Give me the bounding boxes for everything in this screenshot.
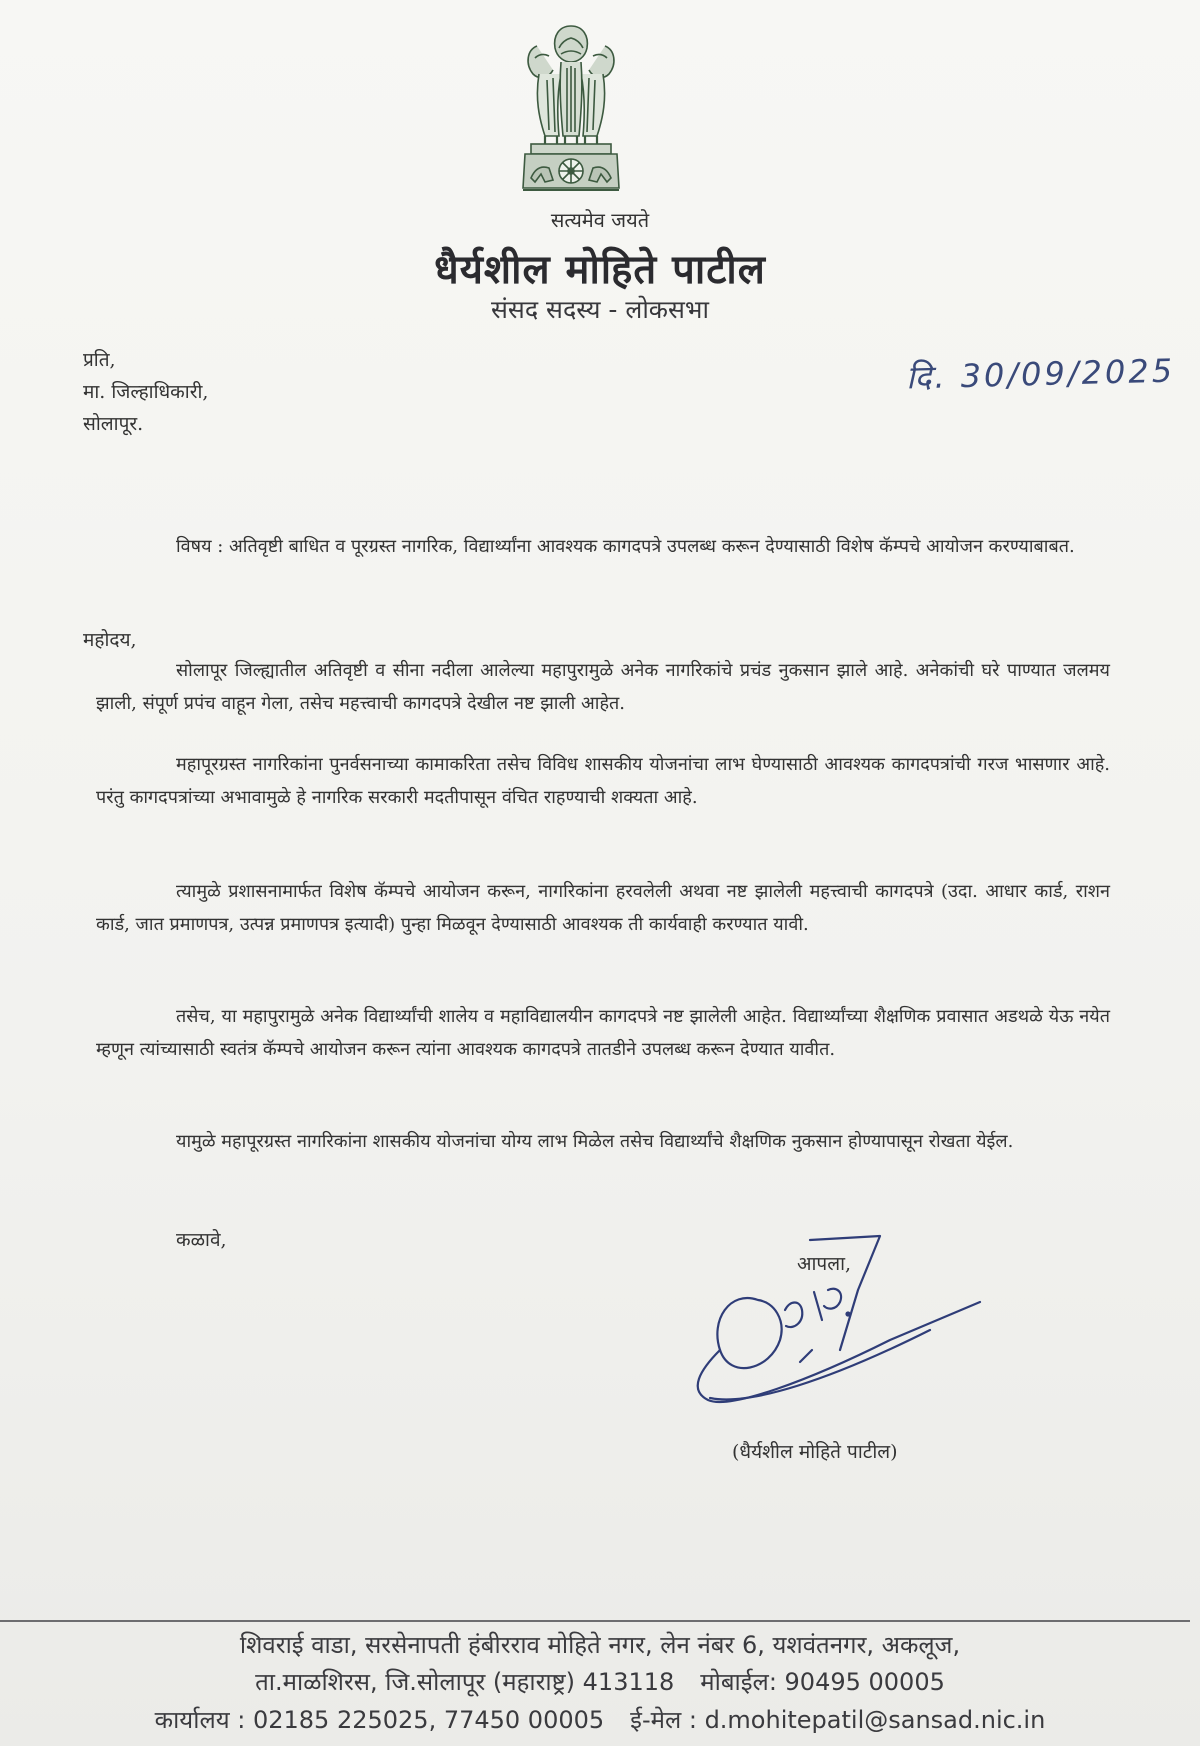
subject-label: विषय : <box>176 536 230 557</box>
recipient-block <box>83 344 208 440</box>
footer-address-line2 <box>0 1665 1200 1698</box>
salutation: महोदय, <box>83 629 137 651</box>
yours-text: आपला, <box>797 1253 852 1275</box>
state-emblem-icon <box>515 18 627 203</box>
motto: सत्यमेव जयते <box>550 208 650 232</box>
letterhead-designation: संसद सदस्य - लोकसभा <box>491 295 709 324</box>
recipient-line: सोलापूर. <box>83 413 144 435</box>
footer-address-text: ता.माळशिरस, जि.सोलापूर (महाराष्ट्र) 413118 <box>255 1668 675 1696</box>
body-paragraph: तसेच, या महापुरामुळे अनेक विद्यार्थ्यांची शालेय व महाविद्यालयीन कागदपत्रे नष्ट झालेली आहेत. विद्यार्थ्यांच्या शैक्षणिक प्रवासात अडथळे येऊ नयेत म्हणून त्यांच्यासाठी स्वतंत्र कॅम्पचे आयोजन करून त्यांना आवश्यक कागदपत्रे तातडीने उपलब्ध करून देण्यात यावीत. <box>96 1006 1111 1060</box>
handwritten-date: दि. 30/09/2025 <box>905 351 1176 397</box>
recipient-line: मा. जिल्हाधिकारी, <box>83 381 209 403</box>
subject-text: अतिवृष्टी बाधित व पूरग्रस्त नागरिक, विद्यार्थ्यांना आवश्यक कागदपत्रे उपलब्ध करून देण्यासाठी विशेष कॅम्पचे आयोजन करण्याबाबत. <box>229 536 1075 557</box>
signer-name: (धैर्यशील मोहिते पाटील) <box>732 1441 898 1463</box>
body-paragraph: त्यामुळे प्रशासनामार्फत विशेष कॅम्पचे आयोजन करून, नागरिकांना हरवलेली अथवा नष्ट झालेली महत्त्वाची कागदपत्रे (उदा. आधार कार्ड, राशन कार्ड, जात प्रमाणपत्र, उत्पन्न प्रमाणपत्र इत्यादी) पुन्हा मिळवून देण्यासाठी आवश्यक ती कार्यवाही करण्यात यावी. <box>96 881 1110 935</box>
signature-icon <box>690 1230 1010 1430</box>
letterhead-name: धैर्यशील मोहिते पाटील <box>434 247 766 293</box>
closing-text: कळावे, <box>176 1229 227 1251</box>
body-paragraph: सोलापूर जिल्ह्यातील अतिवृष्टी व सीना नदीला आलेल्या महापुरामुळे अनेक नागरिकांचे प्रचंड नुकसान झाले आहे. अनेकांची घरे पाण्यात जलमय झाली, संपूर्ण प्रपंच वाहून गेला, तसेच महत्त्वाची कागदपत्रे देखील नष्ट झाली आहेत. <box>96 660 1110 714</box>
footer-email: ई-मेल : d.mohitepatil@sansad.nic.in <box>630 1706 1046 1734</box>
footer-address-line1: शिवराई वाडा, सरसेनापती हंबीरराव मोहिते नगर, लेन नंबर 6, यशवंतनगर, अकलूज, <box>239 1631 961 1659</box>
footer-office: कार्यालय : 02185 225025, 77450 00005 <box>154 1706 605 1734</box>
body-paragraph: यामुळे महापूरग्रस्त नागरिकांना शासकीय योजनांचा योग्य लाभ मिळेल तसेच विद्यार्थ्यांचे शैक्षणिक नुकसान होण्यापासून रोखता येईल. <box>176 1131 1014 1152</box>
recipient-line: प्रति, <box>83 349 116 371</box>
subject-line <box>176 530 1106 564</box>
footer-contact-line <box>0 1703 1200 1736</box>
footer-divider <box>0 1620 1190 1622</box>
footer-mobile: मोबाईल: 90495 00005 <box>700 1668 945 1696</box>
body-paragraph: महापूरग्रस्त नागरिकांना पुनर्वसनाच्या कामाकरिता तसेच विविध शासकीय योजनांचा लाभ घेण्यासाठी आवश्यक कागदपत्रांची गरज भासणार आहे. परंतु कागदपत्रांच्या अभावामुळे हे नागरिक सरकारी मदतीपासून वंचित राहण्याची शक्यता आहे. <box>96 754 1110 808</box>
